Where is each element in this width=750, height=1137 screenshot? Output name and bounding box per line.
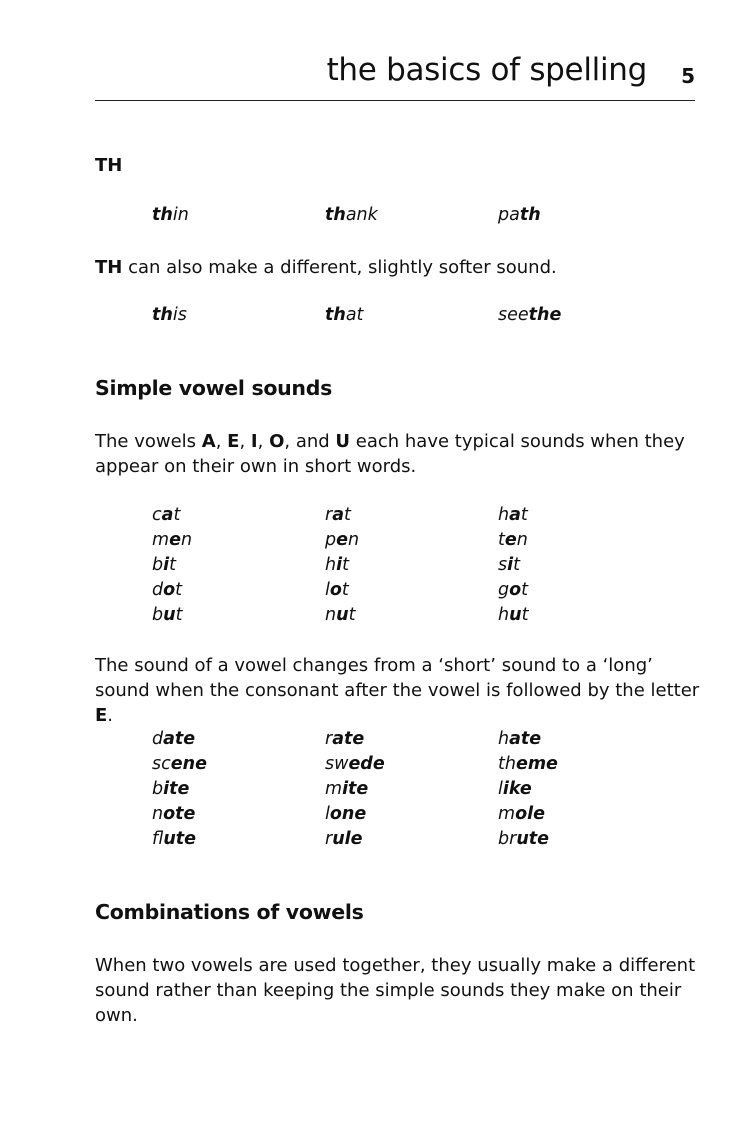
page-header (95, 50, 695, 101)
example-word: rule (325, 829, 363, 849)
th-heading: TH (95, 155, 123, 176)
example-word: nut (325, 605, 356, 625)
example-word: mole (498, 804, 545, 824)
example-word: men (152, 530, 193, 550)
example-word: but (152, 605, 183, 625)
example-word: rate (325, 729, 365, 749)
example-word: dot (152, 580, 183, 600)
example-word: hat (498, 505, 528, 525)
page-number: 5 (681, 64, 695, 88)
example-word: bit (152, 555, 176, 575)
combinations-text: When two vowels are used together, they usually make a different sound rather than keeping the simple sounds they make on their own. (95, 955, 696, 1026)
vowels-intro: The vowels A, E, I, O, and U each have typical sounds when they appear on their own in short words. (95, 431, 685, 477)
example-word: theme (498, 754, 558, 774)
example-word: hate (498, 729, 542, 749)
example-word: like (498, 779, 532, 799)
example-word: note (152, 804, 196, 824)
example-word: cat (152, 505, 181, 525)
example-word: scene (152, 754, 207, 774)
example-word: thank (325, 205, 378, 225)
running-title: the basics of spelling (326, 52, 647, 88)
example-word: swede (325, 754, 385, 774)
example-word: pen (325, 530, 360, 550)
example-word: flute (152, 829, 197, 849)
example-word: date (152, 729, 196, 749)
example-word: hut (498, 605, 529, 625)
example-word: lot (325, 580, 349, 600)
example-word: mite (325, 779, 369, 799)
example-word: lone (325, 804, 367, 824)
example-word: this (152, 305, 187, 325)
example-word: path (498, 205, 541, 225)
example-word: ten (498, 530, 528, 550)
section-heading: Combinations of vowels (95, 900, 364, 924)
section-heading: Simple vowel sounds (95, 376, 332, 400)
example-word: thin (152, 205, 189, 225)
example-word: hit (325, 555, 349, 575)
th-note: TH can also make a different, slightly softer sound. (95, 257, 557, 278)
example-word: sit (498, 555, 520, 575)
example-word: bite (152, 779, 190, 799)
example-word: brute (498, 829, 550, 849)
long-vowel-intro: The sound of a vowel changes from a ‘short’ sound to a ‘long’ sound when the consonant after the vowel is followed by the letter E. (95, 655, 700, 726)
example-word: seethe (498, 305, 562, 325)
example-word: got (498, 580, 529, 600)
example-word: that (325, 305, 364, 325)
example-word: rat (325, 505, 351, 525)
